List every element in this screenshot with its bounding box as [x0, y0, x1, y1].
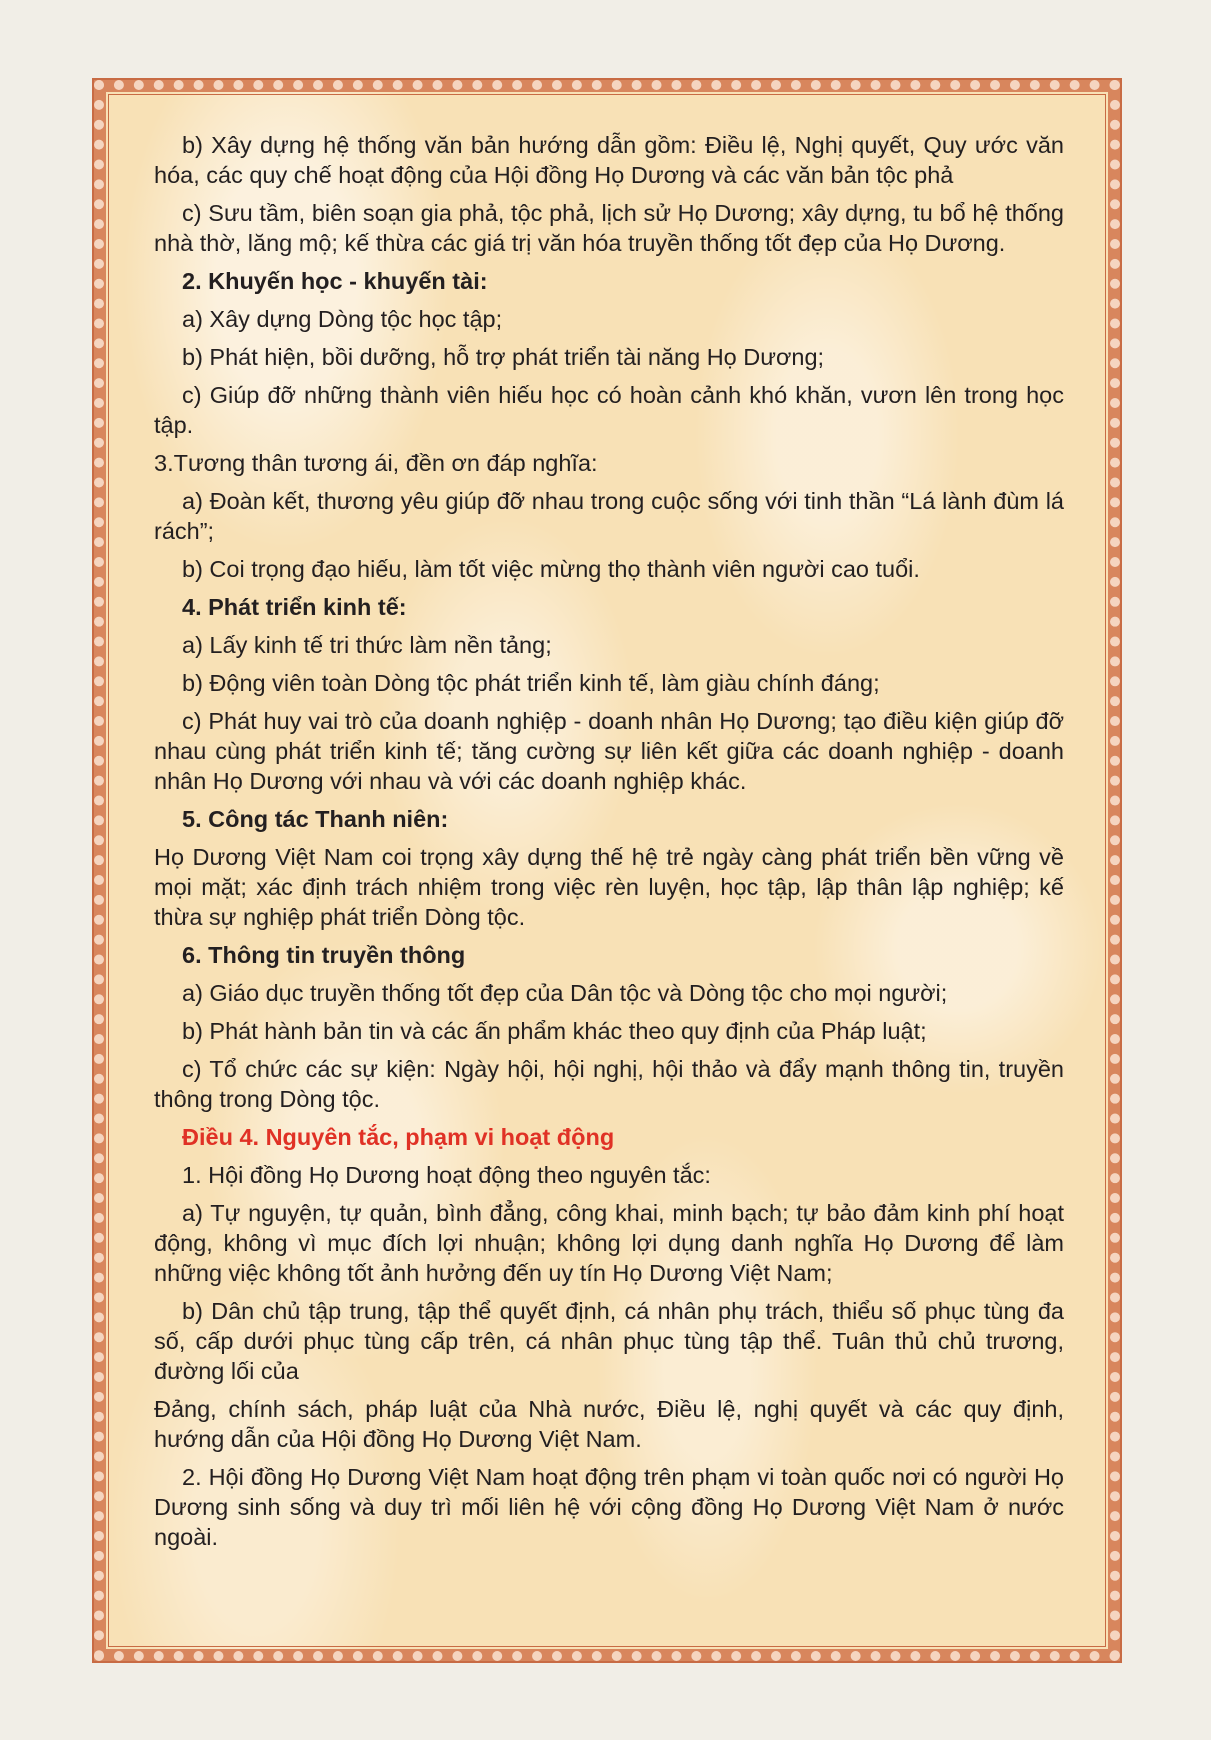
- paragraph: b) Phát hành bản tin và các ấn phẩm khác theo quy định của Pháp luật;: [182, 1018, 927, 1044]
- paragraph: a) Lấy kinh tế tri thức làm nền tảng;: [182, 632, 552, 658]
- section-heading: 5. Công tác Thanh niên:: [182, 806, 449, 832]
- paragraph: 1. Hội đồng Họ Dương hoạt động theo nguyên tắc:: [182, 1162, 711, 1188]
- paragraph: b) Xây dựng hệ thống văn bản hướng dẫn gồm: Điều lệ, Nghị quyết, Quy ước văn hóa, các quy chế hoạt động của Hội đồng Họ Dương và các văn bản tộc phả: [154, 132, 1064, 188]
- paragraph: b) Động viên toàn Dòng tộc phát triển kinh tế, làm giàu chính đáng;: [182, 670, 880, 696]
- section-heading: 2. Khuyến học - khuyến tài:: [182, 268, 488, 294]
- paragraph: b) Coi trọng đạo hiếu, làm tốt việc mừng thọ thành viên người cao tuổi.: [182, 556, 920, 582]
- paragraph: c) Tổ chức các sự kiện: Ngày hội, hội nghị, hội thảo và đẩy mạnh thông tin, truyền thông trong Dòng tộc.: [154, 1056, 1064, 1112]
- document-body: [154, 130, 1064, 1560]
- paragraph: a) Xây dựng Dòng tộc học tập;: [182, 306, 503, 332]
- article-heading: Điều 4. Nguyên tắc, phạm vi hoạt động: [182, 1124, 615, 1150]
- paragraph: a) Đoàn kết, thương yêu giúp đỡ nhau trong cuộc sống với tinh thần “Lá lành đùm lá rách”;: [154, 488, 1064, 544]
- paragraph: b) Phát hiện, bồi dưỡng, hỗ trợ phát triển tài năng Họ Dương;: [182, 344, 825, 370]
- paragraph: 2. Hội đồng Họ Dương Việt Nam hoạt động trên phạm vi toàn quốc nơi có người Họ Dương sinh sống và duy trì mối liên hệ với cộng đồng Họ Dương Việt Nam ở nước ngoài.: [154, 1464, 1064, 1550]
- section-heading: 3.Tương thân tương ái, đền ơn đáp nghĩa:: [154, 450, 598, 476]
- paragraph: Đảng, chính sách, pháp luật của Nhà nước, Điều lệ, nghị quyết và các quy định, hướng dẫn của Hội đồng Họ Dương Việt Nam.: [154, 1396, 1064, 1452]
- paragraph: c) Giúp đỡ những thành viên hiếu học có hoàn cảnh khó khăn, vươn lên trong học tập.: [154, 382, 1064, 438]
- paragraph: a) Giáo dục truyền thống tốt đẹp của Dân tộc và Dòng tộc cho mọi người;: [182, 980, 948, 1006]
- paragraph: b) Dân chủ tập trung, tập thể quyết định, cá nhân phụ trách, thiểu số phục tùng đa số, cấp dưới phục tùng cấp trên, cá nhân phục tùng tập thể. Tuân thủ chủ trương, đường lối của: [154, 1298, 1064, 1384]
- paragraph: Họ Dương Việt Nam coi trọng xây dựng thế hệ trẻ ngày càng phát triển bền vững về mọi mặt; xác định trách nhiệm trong việc rèn luyện, học tập, lập thân lập nghiệp; kế thừa sự nghiệp phát triển Dòng tộc.: [154, 844, 1064, 930]
- section-heading: 6. Thông tin truyền thông: [182, 942, 466, 968]
- paragraph: c) Phát huy vai trò của doanh nghiệp - doanh nhân Họ Dương; tạo điều kiện giúp đỡ nhau cùng phát triển kinh tế; tăng cường sự liên kết giữa các doanh nghiệp - doanh nhân Họ Dương với nhau và với các doanh nghiệp khác.: [154, 708, 1064, 794]
- paragraph: a) Tự nguyện, tự quản, bình đẳng, công khai, minh bạch; tự bảo đảm kinh phí hoạt động, không vì mục đích lợi nhuận; không lợi dụng danh nghĩa Họ Dương để làm những việc không tốt ảnh hưởng đến uy tín Họ Dương Việt Nam;: [154, 1200, 1064, 1286]
- section-heading: 4. Phát triển kinh tế:: [182, 594, 407, 620]
- paragraph: c) Sưu tầm, biên soạn gia phả, tộc phả, lịch sử Họ Dương; xây dựng, tu bổ hệ thống nhà thờ, lăng mộ; kế thừa các giá trị văn hóa truyền thống tốt đẹp của Họ Dương.: [154, 200, 1064, 256]
- document-page: [92, 78, 1122, 1663]
